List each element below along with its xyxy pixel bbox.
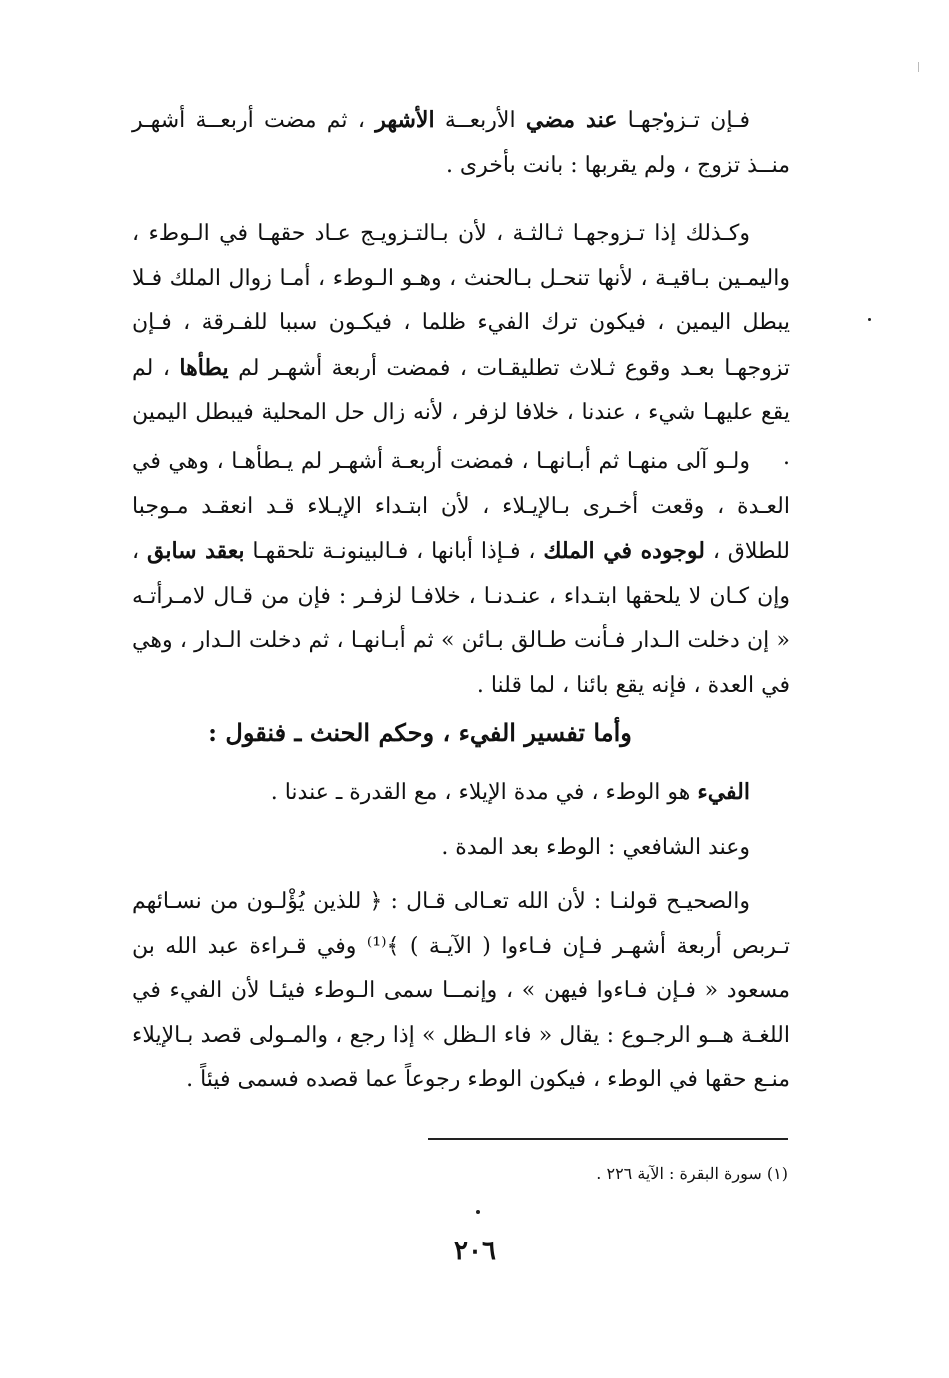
shafii-text: وعند الشافعي : الوطء بعد المدة .	[441, 835, 750, 860]
definition-line	[132, 770, 790, 816]
paragraph-1-text-a: فـإن تـزوجهـا	[617, 108, 750, 133]
paragraph-3-text-c: ، وإن كـان لا يلحقها ابتـداء ، عنـدنـا ، خلافـا لزفـر : فإن من قـال لامـرأتـه « إن دخلت الـدار فـأنت طـالق بـائن » ثم أبـانهـا ، ثم دخلت الـدار ، وهي في العدة ، فإنه يقع بائنا ، لما قلنا .	[132, 539, 790, 698]
shafii-line	[132, 826, 790, 871]
paragraph-2-text-a: وكـذلك إذا تـزوجهـا ثـالثـة ، لأن بـالتـزويـج عـاد حقهـا في الـوطء ، واليمـين بـاقيـة ، لأنها تنحـل بـالحنث ، وهـو الـوطء ، أمـا زوال الملك فـلا يبطل اليمين ، فيكون ترك الفيء ظلما ، فيكـون سببا للفـرقة ، فـإن تزوجهـا بعـد وقوع ثـلاث تطليقـات ، فمضت أربعة أشهـر لم	[132, 221, 790, 381]
paragraph-3	[132, 440, 790, 708]
footnote: (١) سورة البقرة : الآية ٢٢٦ .	[596, 1164, 788, 1183]
definition-term: الفيء	[697, 779, 750, 805]
paragraph-final-text: والصحيـح قولنـا : لأن الله تعـالى قـال : ﴿ للذين يُؤْلـون من نسـائهم تـربص أربعة أشهـر فـإن فـاءوا ( الآيـة ) ﴾⁽¹⁾ وفي قـراءة عبد الله بن مسعود « فـإن فـاءوا فيهن » ، وإنمــا سمى الـوطء فيئـا لأن الفيء في اللغـة هــو الرجـوع : يقال « فاء الـظل » إذا رجع ، والمـولى قصد بـالإيلاء منـع حقها في الوطء ، فيكون الوطء رجوعاً عما قصده فسمى فيئاً .	[132, 889, 790, 1092]
paragraph-1-text-c: ، ثم مضت أربعــة أشهـر منــذ تزوج ، ولم يقربها : بانت بأخرى .	[132, 108, 790, 178]
definition-text: هو الوطء ، في مدة الإيلاء ، مع القدرة ـ عندنا .	[270, 780, 698, 805]
edge-mark	[918, 62, 919, 72]
paragraph-2-text-b: ، لم يقع عليهـا شيء ، عندنا ، خلافا لزفر ، لأنه زال حل المحلية فيبطل اليمين .	[132, 355, 790, 470]
page-number: ٢٠٦	[454, 1236, 496, 1266]
paragraph-3-text-b: ، فـإذا أبانها ، فـالبينونـة تلحقهـا	[244, 539, 544, 564]
paragraph-3-text-a: ولـو آلى منهـا ثم أبـانهـا ، فمضت أربعـة أشهـر لم يـطأهـا ، وهي في العـدة ، وقعت أخـرى بـالإيـلاء ، لأن ابتـداء الإيـلاء قـد انعقـد مـوجبا للطلاق ،	[132, 449, 791, 564]
speck-mark	[868, 318, 871, 321]
paragraph-1-bold-a: عند مضي	[525, 107, 618, 133]
section-heading: وأما تفسير الفيء ، وحكم الحنث ـ فنقول :	[208, 718, 632, 747]
paragraph-2-bold: يطأها	[179, 354, 229, 381]
paragraph-3-bold-a: لوجوده في الملك	[543, 538, 705, 564]
paragraph-3-bold-b: بعقد سابق	[146, 538, 245, 564]
paragraph-1-bold-b: الأشهر	[375, 107, 435, 133]
footnote-divider	[428, 1138, 788, 1140]
paragraph-final	[132, 880, 790, 1103]
paragraph-1-text-b: الأربعــة	[434, 108, 526, 133]
speck-mark	[476, 1210, 480, 1214]
paragraph-1	[132, 98, 790, 188]
